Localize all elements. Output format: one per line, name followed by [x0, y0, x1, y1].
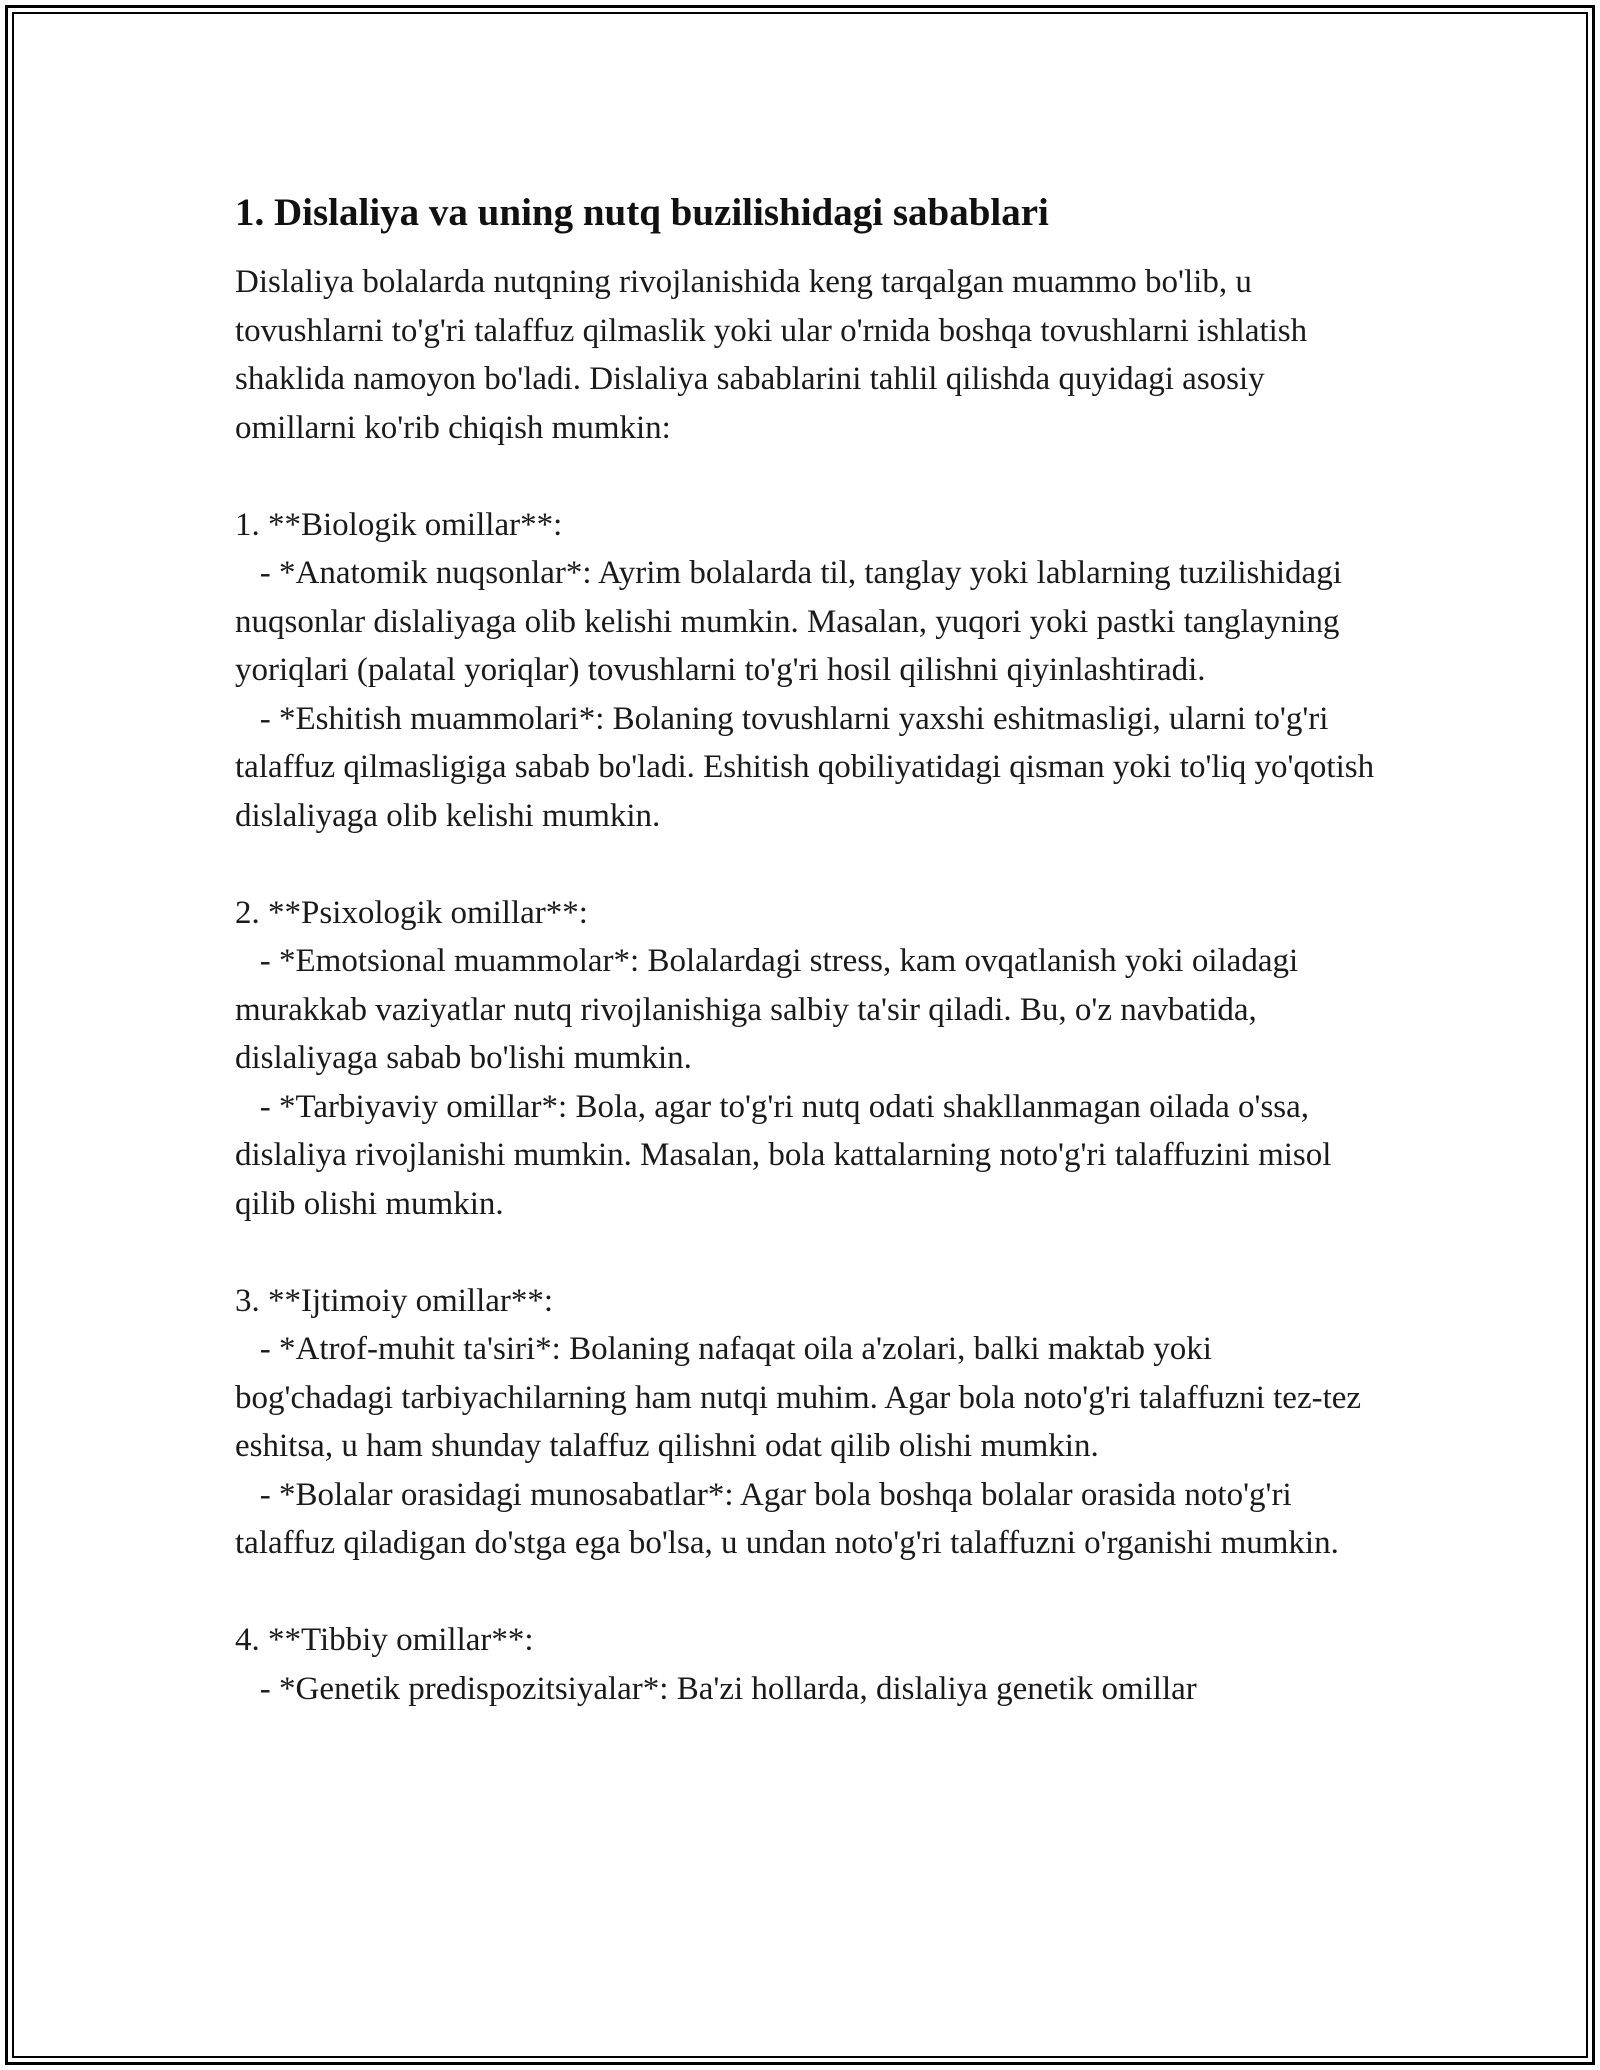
intro-paragraph: Dislaliya bolalarda nutqning rivojlanishida keng tarqalgan muammo bo'lib, u tovushlarni to'g'ri talaffuz qilmaslik yoki ular o'rnida boshqa tovushlarni ishlatish shaklida namoyon bo'ladi. Dislaliya sabablarini tahlil qilishda quyidagi asosiy omillarni ko'rib chiqish mumkin:	[235, 264, 1308, 446]
section-psixologik	[235, 889, 1375, 1229]
item-label: - *Anatomik nuqsonlar*:	[235, 555, 592, 591]
section-heading: 4. **Tibbiy omillar**:	[235, 1622, 534, 1658]
section-tibbiy	[235, 1616, 1375, 1713]
item-label: - *Eshitish muammolari*:	[235, 700, 605, 737]
item-label: - *Genetik predispozitsiyalar*:	[235, 1670, 669, 1707]
list-item	[235, 549, 1375, 695]
item-text: Ayrim bolalarda til, tanglay yoki lablarning tuzilishidagi nuqsonlar dislaliyaga olib kelishi mumkin. Masalan, yuqori yoki pastki tanglayning yoriqlari (palatal yoriqlar) tovushlarni to'g'ri hosil qilishni qiyinlashtiradi.	[235, 555, 1342, 688]
section-ijtimoiy	[235, 1277, 1375, 1568]
section-heading: 2. **Psixologik omillar**:	[235, 894, 588, 931]
list-item	[235, 1325, 1375, 1471]
list-item	[235, 937, 1375, 1083]
item-text: Bola, agar to'g'ri nutq odati shakllanmagan oilada o'ssa, dislaliya rivojlanishi mumkin. Masalan, bola kattalarning noto'g'ri talaffuzini misol qilib olishi mumkin.	[235, 1088, 1332, 1222]
list-item	[235, 1471, 1375, 1568]
item-label: - *Atrof-muhit ta'siri*:	[235, 1331, 561, 1367]
section-heading: 3. **Ijtimoiy omillar**:	[235, 1282, 554, 1319]
section-biologik	[235, 501, 1375, 841]
item-label: - *Tarbiyaviy omillar*:	[235, 1088, 568, 1125]
item-text: Bolaning tovushlarni yaxshi eshitmasligi, ularni to'g'ri talaffuz qilmasligiga sabab bo'ladi. Eshitish qobiliyatidagi qisman yoki to'liq yo'qotish dislaliyaga olib kelishi mumkin.	[235, 700, 1375, 834]
item-label: - *Emotsional muammolar*:	[235, 943, 640, 979]
section-heading: 1. **Biologik omillar**:	[235, 506, 563, 543]
item-label: - *Bolalar orasidagi munosabatlar*:	[235, 1476, 734, 1513]
list-item	[235, 695, 1375, 841]
document-body	[235, 188, 1375, 1762]
item-text: Agar bola boshqa bolalar orasida noto'g'ri talaffuz qiladigan do'stga ega bo'lsa, u undan noto'g'ri talaffuzni o'rganishi mumkin.	[235, 1476, 1339, 1561]
document-title: 1. Dislaliya va uning nutq buzilishidagi sabablari	[235, 191, 1049, 234]
item-text: Ba'zi hollarda, dislaliya genetik omillar	[668, 1670, 1197, 1707]
list-item	[235, 1665, 1375, 1714]
list-item	[235, 1083, 1375, 1229]
item-text: Bolaning nafaqat oila a'zolari, balki maktab yoki bog'chadagi tarbiyachilarning ham nutqi muhim. Agar bola noto'g'ri talaffuzni tez-tez eshitsa, u ham shunday talaffuz qilishni odat qilib olishi mumkin.	[235, 1331, 1362, 1464]
item-text: Bolalardagi stress, kam ovqatlanish yoki oiladagi murakkab vaziyatlar nutq rivojlanishiga salbiy ta'sir qiladi. Bu, o'z navbatida, dislaliyaga sabab bo'lishi mumkin.	[235, 943, 1299, 1076]
